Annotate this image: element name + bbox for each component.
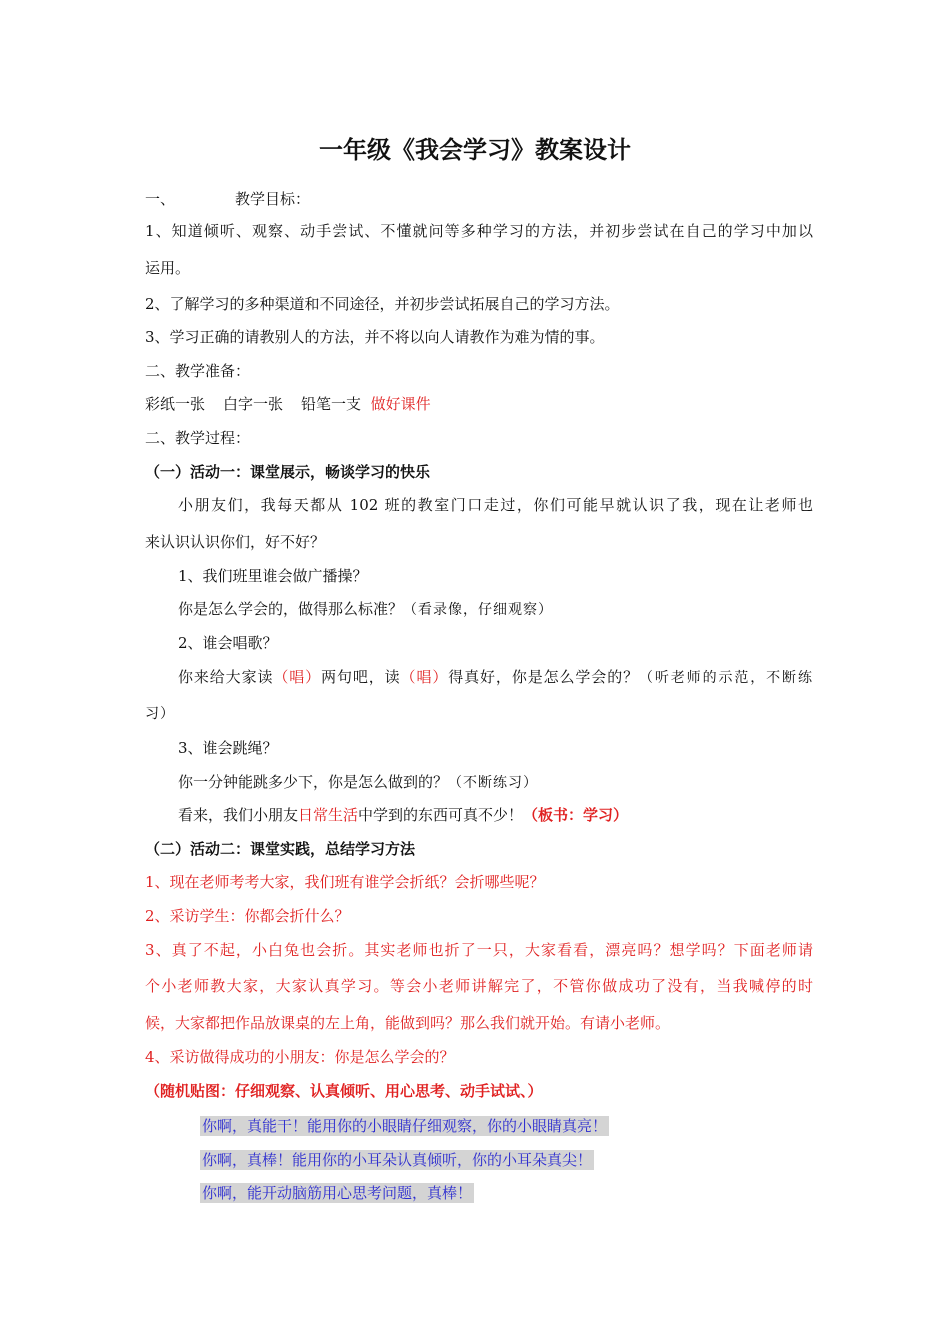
praise-line-1	[200, 1115, 609, 1137]
question-1: 1、我们班里谁会做广播操？	[178, 567, 368, 585]
sticker-note: （随机贴图：仔细观察、认真倾听、用心思考、动手试试、）	[145, 1082, 543, 1100]
question-1-follow	[178, 597, 813, 622]
activity-1-intro-line-1: 小朋友们，我每天都从 102 班的教室门口走过，你们可能早就认识了我，现在让老师也	[178, 496, 813, 514]
preparation-items	[145, 392, 813, 416]
praise-line-3	[200, 1182, 474, 1204]
activity-2-step-2: 2、采访学生：你都会折什么？	[145, 907, 350, 925]
document-title: 一年级《我会学习》教案设计	[319, 135, 631, 164]
praise-text: 你啊，真棒！能用你的小耳朵认真倾听，你的小耳朵真尖！	[202, 1151, 593, 1169]
activity-2-step-3-line-2: 个小老师教大家，大家认真学习。等会小老师讲解完了，不管你做成功了没有，当我喊停的时	[145, 977, 813, 995]
activity-2-heading: （二）活动二：课堂实践，总结学习方法	[145, 840, 416, 858]
sing-note: （唱）	[400, 668, 449, 686]
goal-2: 2、了解学习的多种渠道和不同途径，并初步尝试拓展自己的学习方法。	[145, 295, 620, 313]
activity-1-summary	[178, 803, 813, 827]
highlight: 日常生活	[298, 806, 359, 824]
goal-1-line-1: 1、知道倾听、观察、动手尝试、不懂就问等多种学习的方法，并初步尝试在自己的学习中加以	[145, 222, 813, 240]
board-note: （板书：学习）	[523, 806, 629, 824]
prep-item-highlight: 做好课件	[370, 395, 431, 413]
praise-text: 你啊，真能干！能用你的小眼睛仔细观察，你的小眼睛真亮！	[202, 1117, 608, 1135]
activity-2-step-1: 1、现在老师考考大家，我们班有谁学会折纸？会折哪些呢？	[145, 873, 545, 891]
text: 中学到的东西可真不少！	[358, 806, 524, 824]
question-2-follow-line-1	[178, 665, 813, 690]
prep-item: 白字一张	[223, 395, 284, 413]
text: 看来，我们小朋友	[178, 806, 299, 824]
activity-1-heading: （一）活动一：课堂展示，畅谈学习的快乐	[145, 463, 431, 481]
note: （听老师的示范，不断练	[638, 670, 813, 686]
praise-line-2	[200, 1149, 594, 1171]
text: 你来给大家读	[178, 668, 274, 686]
question-3: 3、谁会跳绳？	[178, 739, 278, 757]
question-2-follow-line-2: 习）	[145, 706, 175, 722]
text: 得真好，你是怎么学会的？	[448, 668, 639, 686]
note: （看录像，仔细观察）	[403, 602, 554, 618]
activity-2-step-3-line-1: 3、真了不起，小白兔也会折。其实老师也折了一只，大家看看，漂亮吗？想学吗？下面老师请	[145, 941, 813, 959]
question-3-follow	[178, 770, 813, 795]
process-heading: 二、教学过程：	[145, 429, 251, 447]
goal-3: 3、学习正确的请教别人的方法，并不将以向人请教作为难为情的事。	[145, 328, 605, 346]
prep-item: 彩纸一张	[145, 395, 206, 413]
section-number: 一、	[145, 190, 176, 208]
question-text: 你是怎么学会的，做得那么标准？	[178, 600, 404, 618]
preparation-heading: 二、教学准备：	[145, 362, 251, 380]
goal-1-line-2: 运用。	[145, 259, 191, 277]
activity-2-step-4: 4、采访做得成功的小朋友：你是怎么学会的？	[145, 1048, 455, 1066]
prep-item: 铅笔一支	[301, 395, 362, 413]
question-text: 你一分钟能跳多少下，你是怎么做到的？	[178, 773, 449, 791]
sing-note: （唱）	[273, 668, 322, 686]
text: 两句吧，读	[321, 668, 401, 686]
praise-text: 你啊，能开动脑筋用心思考问题，真棒！	[202, 1184, 473, 1202]
question-2: 2、谁会唱歌？	[178, 634, 278, 652]
section-goals-heading	[145, 187, 813, 211]
activity-1-intro-line-2: 来认识认识你们，好不好？	[145, 533, 326, 551]
activity-2-step-3-line-3: 候，大家都把作品放课桌的左上角，能做到吗？那么我们就开始。有请小老师。	[145, 1014, 671, 1032]
note: （不断练习）	[448, 775, 539, 791]
section-heading: 教学目标：	[235, 190, 311, 208]
